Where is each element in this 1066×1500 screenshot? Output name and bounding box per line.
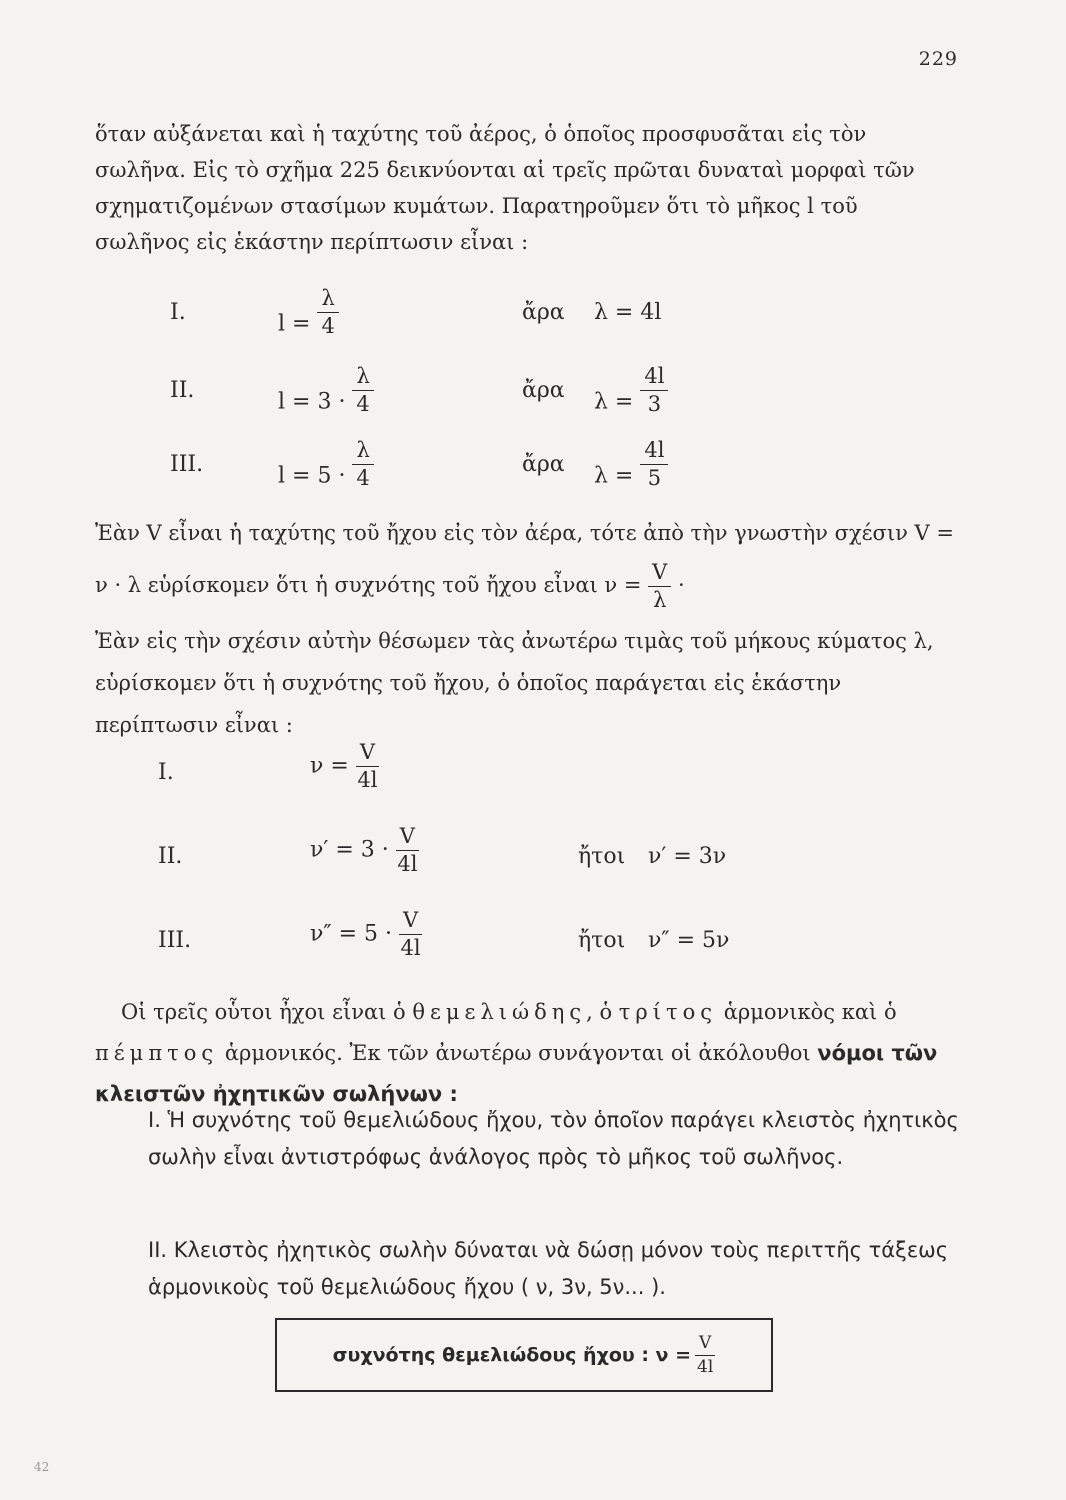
- law-1: I. Ἡ συχνότης τοῦ θεμελιώδους ἤχου, τὸν ὁποῖον παράγει κλειστὸς ἠχητικὸς σωλὴν εἶναι ἀντιστρόφως ἀνάλογος πρὸς τὸ μῆκος τοῦ σωλῆνος.: [148, 1108, 959, 1169]
- fraction: [640, 366, 668, 415]
- laws-heading: νόμοι τῶν κλειστῶν ἠχητικῶν σωλήνων :: [95, 1041, 938, 1106]
- harm-text-d: ἁρμονικός. Ἐκ τῶν ἀνωτέρω συνάγονται οἱ ἀκόλουθοι: [224, 1041, 811, 1065]
- case-row-2: [170, 358, 870, 418]
- case-rhs-eq: λ =: [594, 463, 634, 489]
- ara-word: ἄρα: [522, 300, 565, 325]
- case-roman: II.: [170, 378, 195, 403]
- freq-lhs-text: ν″ = 5 ·: [310, 921, 392, 947]
- freq-lhs: [310, 910, 422, 959]
- margin-mark: 42: [34, 1460, 50, 1474]
- speed-paragraph: [95, 507, 957, 611]
- freq-lhs: [310, 742, 379, 791]
- harm-text-c: ἁρμονικὸς καὶ ὁ: [723, 1000, 897, 1024]
- frac-den: 4l: [397, 852, 418, 876]
- frac-den: 5: [647, 466, 662, 490]
- freq-roman: I.: [158, 760, 174, 785]
- speed-text: Ἐὰν V εἶναι ἡ ταχύτης τοῦ ἤχου εἰς τὸν ἀέρα, τότε ἀπὸ τὴν γνωστὴν σχέσιν V = ν · λ εὑρίσκομεν ὅτι ἡ συχνότης τοῦ ἤχου εἶναι ν =: [95, 521, 954, 597]
- intro-paragraph: ὅταν αὐξάνεται καὶ ἡ ταχύτης τοῦ ἀέρος, ὁ ὁποῖος προσφυσᾶται εἰς τὸν σωλῆνα. Εἰς τὸ σχῆμα 225 δεικνύονται αἱ τρεῖς πρῶται δυναταὶ μορφαὶ τῶν σχηματιζομένων στασίμων κυμάτων. Παρατηροῦμεν ὅτι τὸ μῆκος l τοῦ σωλῆνος εἰς ἑκάστην περίπτωσιν εἶναι :: [95, 122, 915, 254]
- case-rhs-eq: λ =: [594, 389, 634, 415]
- freq-result: ν′ = 3ν: [648, 844, 727, 869]
- frac-num: λ: [352, 440, 373, 465]
- case-rhs: [594, 364, 668, 427]
- fraction: [695, 1332, 715, 1377]
- frac-den: 4: [356, 392, 370, 416]
- frac-den: 4l: [400, 936, 421, 960]
- freq-roman: III.: [158, 928, 192, 953]
- speed-end: ·: [678, 573, 685, 597]
- freq-row-1: [158, 734, 858, 804]
- frac-num: V: [648, 562, 671, 587]
- frac-num: λ: [352, 366, 373, 391]
- case-row-1: [170, 280, 870, 340]
- case-lhs: [278, 286, 339, 349]
- fraction: [640, 440, 668, 489]
- frac-den: 4: [356, 466, 370, 490]
- frac-num: V: [396, 826, 419, 851]
- freq-lhs: [310, 826, 419, 875]
- freq-lhs-text: ν′ = 3 ·: [310, 837, 389, 863]
- frac-den: 3: [647, 392, 662, 416]
- frac-den: 4l: [697, 1356, 714, 1377]
- law-2: II. Κλειστὸς ἠχητικὸς σωλὴν δύναται νὰ δώσῃ μόνον τοὺς περιττῆς τάξεως ἁρμονικοὺς τοῦ θεμελιώδους ἤχου ( ν, 3ν, 5ν... ).: [148, 1238, 949, 1299]
- fraction: [396, 826, 419, 875]
- freq-row-3: [158, 902, 858, 972]
- frac-num: 4l: [640, 440, 668, 465]
- fundamental-frequency-box: [275, 1318, 773, 1392]
- ara-word: ἄρα: [522, 378, 565, 403]
- itoi-word: ἤτοι: [578, 844, 626, 869]
- case-rhs: [594, 438, 668, 501]
- term-fundamental: θεμελιώδης: [412, 1000, 587, 1024]
- case-l: l = 3 ·: [278, 389, 346, 415]
- case-l: l = 5 ·: [278, 463, 346, 489]
- fraction: [352, 440, 373, 489]
- fraction: [399, 910, 422, 959]
- fraction: [317, 288, 338, 337]
- term-third: τρίτος: [618, 1000, 718, 1024]
- substitute-paragraph: Ἐὰν εἰς τὴν σχέσιν αὐτὴν θέσωμεν τὰς ἀνωτέρω τιμὰς τοῦ μήκους κύματος λ, εὑρίσκομεν ὅτι ἡ συχνότης τοῦ ἤχου, ὁ ὁποῖος παράγεται εἰς ἑκάστην περίπτωσιν εἶναι :: [95, 629, 934, 737]
- frac-num: V: [399, 910, 422, 935]
- freq-row-2: [158, 818, 858, 888]
- itoi-word: ἤτοι: [578, 928, 626, 953]
- frac-num: V: [356, 742, 379, 767]
- frac-num: λ: [317, 288, 338, 313]
- freq-lhs-text: ν =: [310, 753, 349, 779]
- frac-den: 4: [321, 314, 335, 338]
- harm-text-a: Οἱ τρεῖς οὗτοι ἦχοι εἶναι ὁ: [121, 1000, 406, 1024]
- case-roman: III.: [170, 452, 204, 477]
- fraction: [648, 562, 671, 611]
- frac-den: λ: [653, 588, 667, 612]
- case-lhs: [278, 364, 374, 427]
- frac-num: 4l: [640, 366, 668, 391]
- case-lhs: [278, 438, 374, 501]
- fraction: [356, 742, 379, 791]
- frac-den: 4l: [357, 768, 378, 792]
- frac-num: V: [695, 1335, 715, 1356]
- freq-roman: II.: [158, 844, 183, 869]
- harmonics-paragraph: [95, 992, 957, 1115]
- freq-result: ν″ = 5ν: [648, 928, 730, 953]
- ara-word: ἄρα: [522, 452, 565, 477]
- case-l: l =: [278, 311, 311, 337]
- fraction: [352, 366, 373, 415]
- case-rhs: λ = 4l: [594, 300, 662, 325]
- box-label: συχνότης θεμελιώδους ἤχου : ν =: [332, 1344, 692, 1366]
- harm-text-b: , ὁ: [586, 1000, 613, 1024]
- term-fifth: πέμπτος: [95, 1041, 219, 1065]
- page-number: 229: [918, 48, 958, 70]
- case-row-3: [170, 432, 870, 492]
- case-roman: I.: [170, 300, 186, 325]
